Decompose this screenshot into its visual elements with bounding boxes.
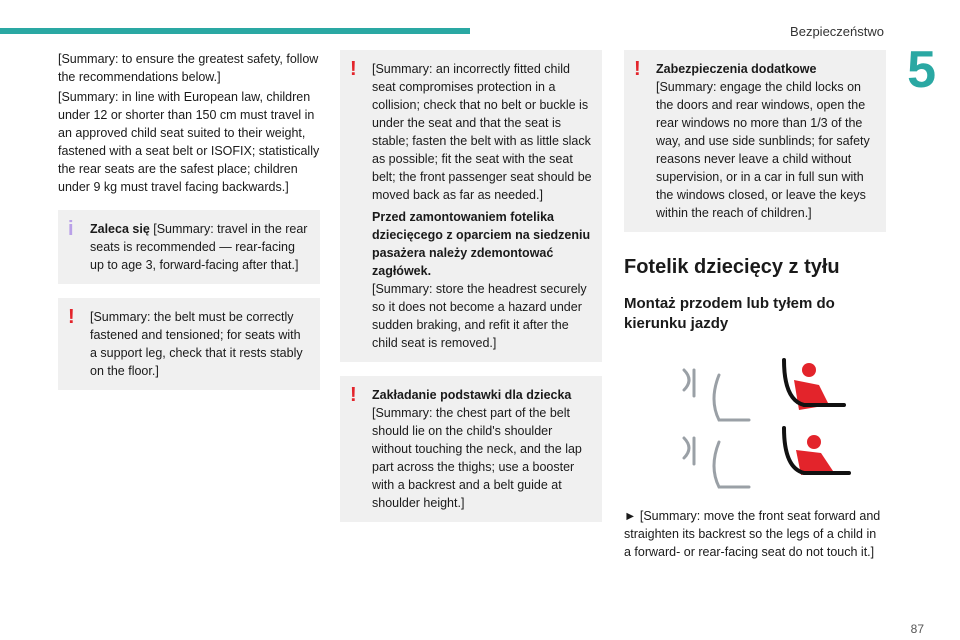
intro-text: [Summary: to ensure the greatest safety, follow the recommendations below.]	[58, 52, 319, 84]
booster-body: [Summary: the chest part of the belt should lie on the child's shoulder without touching the neck, and the lap part across the thighs; use a booster with a backrest and a belt guide at shoulder height.]	[372, 406, 582, 510]
rules-text: [Summary: in line with European law, children under 12 or shorter than 150 cm must travel in an approved child seat suited to their weight, fastened with a seat belt or ISOFIX; statistically the rear seats are the safest place; children under 9 kg must travel facing backwards.]	[58, 90, 320, 194]
top-accent-bar	[0, 28, 470, 34]
headrest-text: [Summary: store the headrest securely so it does not become a hazard under sudden braking, and refit it after the child seat is removed.]	[372, 282, 587, 350]
warning-body: [Summary: the belt must be correctly fastened and tensioned; for seats with a support leg, check that it rests stably on the floor.]	[90, 310, 303, 378]
warning-box-installation	[340, 50, 602, 362]
warning-box-booster	[340, 376, 602, 522]
instruction-text: ► [Summary: move the front seat forward and straighten its backrest so the legs of a child in a forward- or rear-facing seat do not touch it.]	[624, 509, 881, 559]
additional-title: Zabezpieczenia dodatkowe	[656, 62, 817, 76]
info-icon: i	[68, 218, 74, 240]
warning-icon: !	[68, 306, 75, 328]
column-1	[58, 50, 320, 390]
page-number: 87	[910, 622, 924, 636]
section-subheading: Montaż przodem lub tyłem do kierunku jazdy	[624, 295, 835, 332]
warning-icon: !	[634, 58, 641, 80]
column-2	[340, 50, 602, 522]
warning-box-belt	[58, 298, 320, 390]
info-box	[58, 210, 320, 284]
info-title: Zaleca się	[90, 222, 150, 236]
warning-icon: !	[350, 384, 357, 406]
headrest-subtitle: Przed zamontowaniem fotelika dziecięcego z oparciem na siedzeniu pasażera należy zdemontować zagłówek.	[372, 210, 591, 278]
instruction-body: [Summary: move the front seat forward and straighten its backrest so the legs of a child in a forward- or rear-facing seat do not touch it.]	[624, 509, 881, 559]
warning-icon: !	[350, 58, 357, 80]
warning-body: [Summary: an incorrectly fitted child seat compromises protection in a collision; check that no belt or buckle is under the seat and that the seat is stable; fasten the belt with as little slack as possible; fit the seat with the seat belt; the front passenger seat should be moved back as far as needed.]	[372, 62, 592, 202]
info-body: [Summary: travel in the rear seats is recommended — rear-facing up to age 3, forward-facing after that.]	[90, 222, 308, 272]
chapter-number: 5	[907, 41, 936, 99]
section-heading: Fotelik dziecięcy z tyłu	[624, 256, 840, 278]
column-3	[624, 50, 886, 561]
additional-body: [Summary: engage the child locks on the doors and rear windows, open the rear windows no more than 1/3 of the way, and use side sunblinds; for safety reasons never leave a child without supervision, or in a car in full sun with the windows closed, or leave the keys within the reach of children.]	[656, 80, 870, 220]
child-seat-orientation-icon	[664, 350, 864, 490]
booster-title: Zakładanie podstawki dla dziecka	[372, 388, 572, 402]
warning-box-additional	[624, 50, 886, 232]
section-title: Bezpieczeństwo	[790, 24, 884, 39]
